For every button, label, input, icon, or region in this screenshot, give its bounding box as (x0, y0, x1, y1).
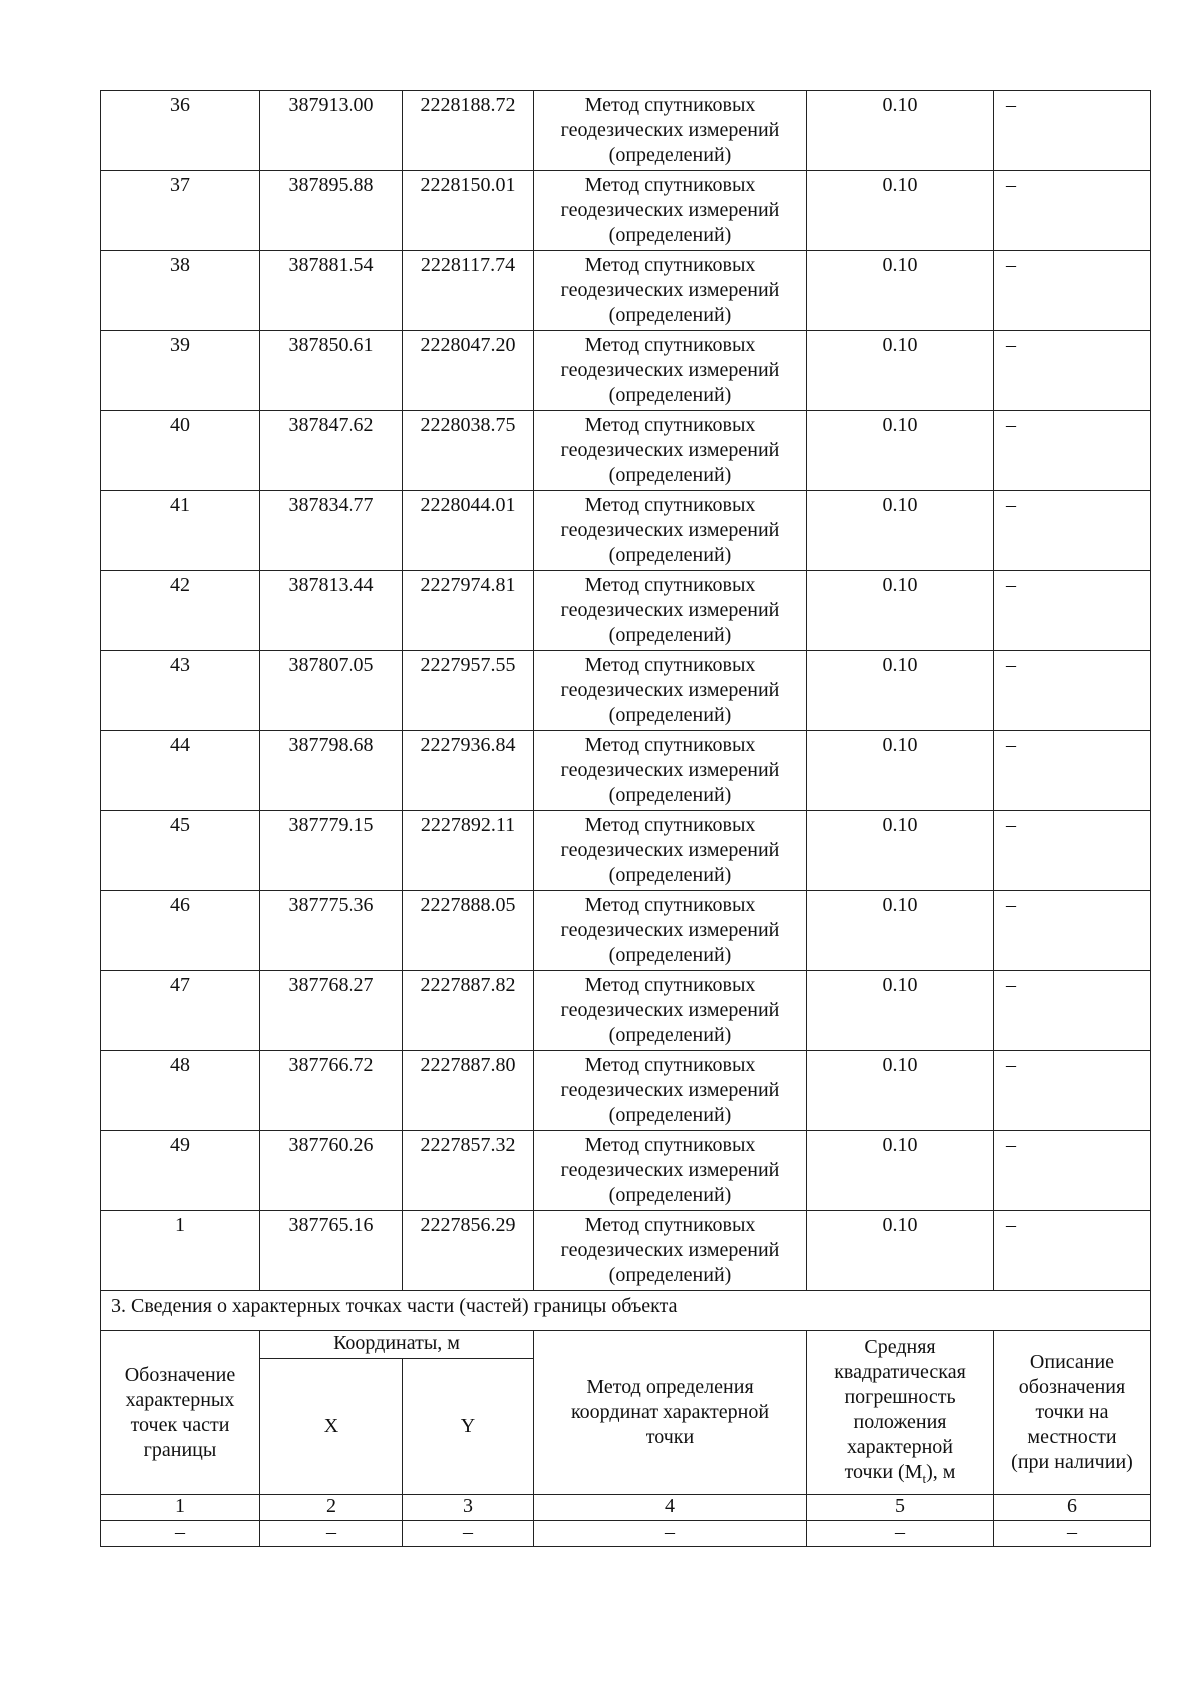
header-x: X (260, 1359, 403, 1495)
method-cell: Метод спутниковых геодезических измерений (определений) (534, 331, 807, 411)
column-numbers-row (101, 1495, 1151, 1521)
coord-y: 2228047.20 (403, 331, 534, 411)
method-cell: Метод спутниковых геодезических измерений (определений) (534, 971, 807, 1051)
description: – (994, 331, 1151, 411)
document-page (100, 90, 1150, 1547)
description: – (994, 411, 1151, 491)
method-cell: Метод спутниковых геодезических измерений (определений) (534, 651, 807, 731)
point-number: 48 (101, 1051, 260, 1131)
table-row (101, 1051, 1151, 1131)
points-table (100, 90, 1151, 1547)
table-row (101, 1131, 1151, 1211)
empty-cell: – (807, 1521, 994, 1547)
method-cell: Метод спутниковых геодезических измерений (определений) (534, 411, 807, 491)
empty-cell: – (260, 1521, 403, 1547)
mean-error: 0.10 (807, 811, 994, 891)
mean-error: 0.10 (807, 491, 994, 571)
header-description: Описание обозначения точки на местности (при наличии) (994, 1331, 1151, 1495)
empty-cell: – (101, 1521, 260, 1547)
header-coordinates: Координаты, м (260, 1331, 534, 1359)
method-cell: Метод спутниковых геодезических измерений (определений) (534, 891, 807, 971)
mean-error: 0.10 (807, 1131, 994, 1211)
coord-y: 2227888.05 (403, 891, 534, 971)
header-method: Метод определения координат характерной точки (534, 1331, 807, 1495)
method-cell: Метод спутниковых геодезических измерений (определений) (534, 731, 807, 811)
coord-y: 2228044.01 (403, 491, 534, 571)
mean-error: 0.10 (807, 891, 994, 971)
description: – (994, 651, 1151, 731)
point-number: 46 (101, 891, 260, 971)
mean-error: 0.10 (807, 91, 994, 171)
coord-y: 2227957.55 (403, 651, 534, 731)
mean-error: 0.10 (807, 1211, 994, 1291)
method-cell: Метод спутниковых геодезических измерений (определений) (534, 571, 807, 651)
point-number: 43 (101, 651, 260, 731)
table-row (101, 91, 1151, 171)
coord-y: 2227936.84 (403, 731, 534, 811)
mean-error: 0.10 (807, 971, 994, 1051)
coord-x: 387813.44 (260, 571, 403, 651)
point-number: 42 (101, 571, 260, 651)
header-mean-error: Средняя квадратическая погрешность положения характерной точки $(M_t)$, м (807, 1331, 994, 1495)
coord-x: 387779.15 (260, 811, 403, 891)
table-row (101, 1211, 1151, 1291)
description: – (994, 731, 1151, 811)
mean-error: 0.10 (807, 171, 994, 251)
description: – (994, 251, 1151, 331)
coord-x: 387775.36 (260, 891, 403, 971)
method-cell: Метод спутниковых геодезических измерений (определений) (534, 251, 807, 331)
empty-cell: – (534, 1521, 807, 1547)
column-number: 1 (101, 1495, 260, 1521)
column-number: 3 (403, 1495, 534, 1521)
point-number: 38 (101, 251, 260, 331)
coord-y: 2228188.72 (403, 91, 534, 171)
description: – (994, 171, 1151, 251)
coord-y: 2227974.81 (403, 571, 534, 651)
mean-error: 0.10 (807, 411, 994, 491)
method-cell: Метод спутниковых геодезических измерений (определений) (534, 811, 807, 891)
empty-cell: – (994, 1521, 1151, 1547)
coord-x: 387881.54 (260, 251, 403, 331)
description: – (994, 1211, 1151, 1291)
table-row (101, 171, 1151, 251)
method-cell: Метод спутниковых геодезических измерений (определений) (534, 1131, 807, 1211)
coord-x: 387798.68 (260, 731, 403, 811)
coord-x: 387895.88 (260, 171, 403, 251)
empty-cell: – (403, 1521, 534, 1547)
mean-error: 0.10 (807, 651, 994, 731)
header-y: Y (403, 1359, 534, 1495)
empty-row (101, 1521, 1151, 1547)
table-row (101, 251, 1151, 331)
description: – (994, 1051, 1151, 1131)
coord-x: 387850.61 (260, 331, 403, 411)
point-number: 47 (101, 971, 260, 1051)
coord-x: 387834.77 (260, 491, 403, 571)
coord-x: 387765.16 (260, 1211, 403, 1291)
table-row (101, 491, 1151, 571)
table-row (101, 651, 1151, 731)
point-number: 45 (101, 811, 260, 891)
mean-error: 0.10 (807, 1051, 994, 1131)
point-number: 1 (101, 1211, 260, 1291)
method-cell: Метод спутниковых геодезических измерений (определений) (534, 491, 807, 571)
coord-y: 2228117.74 (403, 251, 534, 331)
mean-error: 0.10 (807, 331, 994, 411)
table-row (101, 811, 1151, 891)
column-number: 2 (260, 1495, 403, 1521)
coord-y: 2228038.75 (403, 411, 534, 491)
table-row (101, 971, 1151, 1051)
method-cell: Метод спутниковых геодезических измерений (определений) (534, 1051, 807, 1131)
coord-y: 2227857.32 (403, 1131, 534, 1211)
point-number: 36 (101, 91, 260, 171)
point-number: 40 (101, 411, 260, 491)
point-number: 49 (101, 1131, 260, 1211)
coord-y: 2227887.80 (403, 1051, 534, 1131)
coord-y: 2227892.11 (403, 811, 534, 891)
coord-x: 387847.62 (260, 411, 403, 491)
description: – (994, 571, 1151, 651)
coord-x: 387768.27 (260, 971, 403, 1051)
method-cell: Метод спутниковых геодезических измерений (определений) (534, 1211, 807, 1291)
description: – (994, 491, 1151, 571)
table-row (101, 571, 1151, 651)
column-number: 4 (534, 1495, 807, 1521)
description: – (994, 891, 1151, 971)
description: – (994, 811, 1151, 891)
coord-x: 387807.05 (260, 651, 403, 731)
table-row (101, 331, 1151, 411)
method-cell: Метод спутниковых геодезических измерений (определений) (534, 171, 807, 251)
description: – (994, 91, 1151, 171)
table-row (101, 731, 1151, 811)
coord-y: 2227856.29 (403, 1211, 534, 1291)
table-row (101, 891, 1151, 971)
column-number: 5 (807, 1495, 994, 1521)
coord-x: 387766.72 (260, 1051, 403, 1131)
coord-y: 2227887.82 (403, 971, 534, 1051)
coord-y: 2228150.01 (403, 171, 534, 251)
section-3-title: 3. Сведения о характерных точках части (частей) границы объекта (101, 1291, 1151, 1331)
point-number: 37 (101, 171, 260, 251)
mean-error: 0.10 (807, 571, 994, 651)
table-row (101, 411, 1151, 491)
point-number: 44 (101, 731, 260, 811)
mean-error: 0.10 (807, 251, 994, 331)
mean-error: 0.10 (807, 731, 994, 811)
column-number: 6 (994, 1495, 1151, 1521)
description: – (994, 971, 1151, 1051)
coord-x: 387760.26 (260, 1131, 403, 1211)
coord-x: 387913.00 (260, 91, 403, 171)
point-number: 41 (101, 491, 260, 571)
method-cell: Метод спутниковых геодезических измерений (определений) (534, 91, 807, 171)
header-point-designation: Обозначение характерных точек части границы (101, 1331, 260, 1495)
point-number: 39 (101, 331, 260, 411)
description: – (994, 1131, 1151, 1211)
